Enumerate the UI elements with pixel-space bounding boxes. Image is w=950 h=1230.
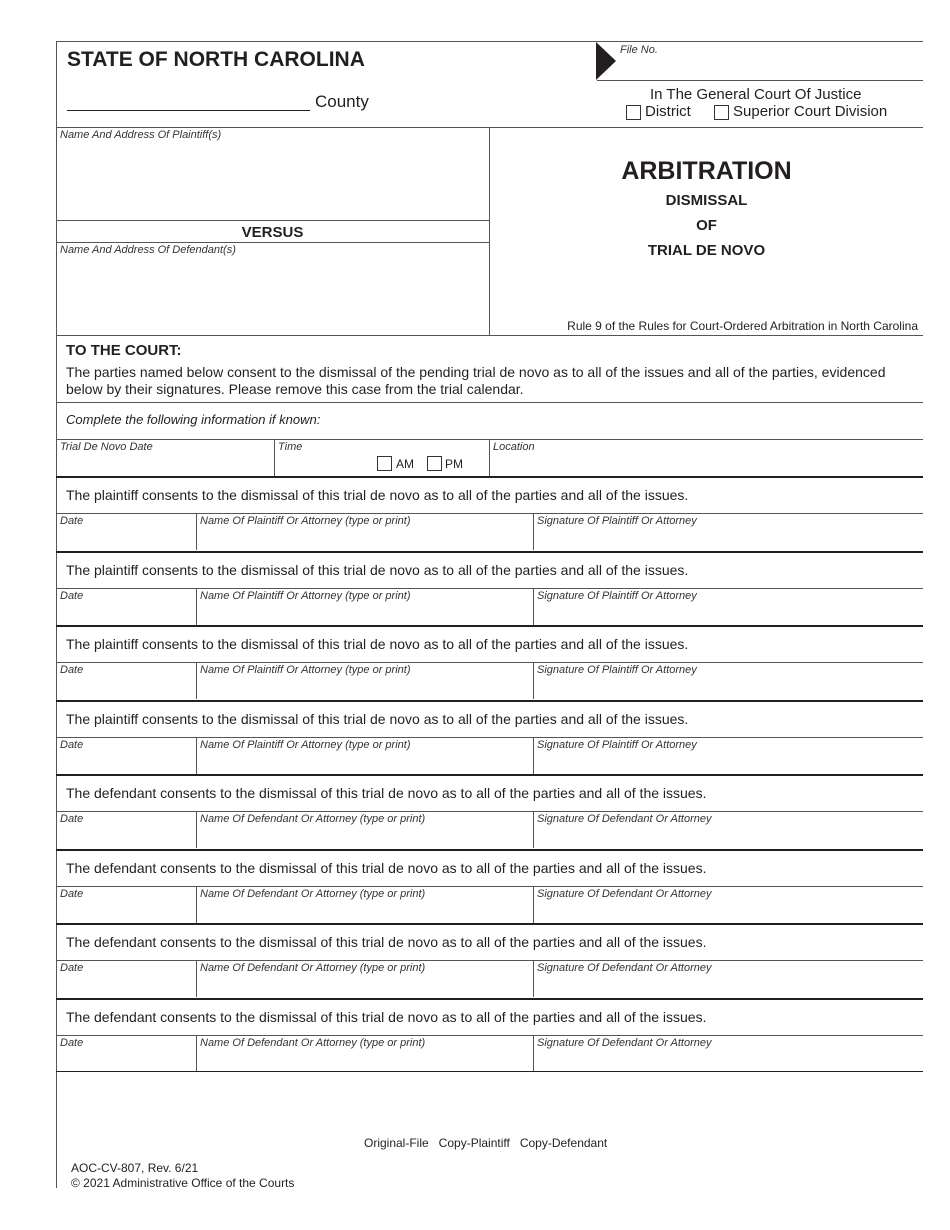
consent-date-input[interactable] [60, 828, 194, 848]
trial-location-input[interactable] [493, 456, 917, 476]
consent-fields-top-border [56, 811, 923, 812]
consent-name-label: Name Of Defendant Or Attorney (type or print) [200, 962, 426, 974]
consent-signature-field[interactable] [537, 903, 917, 921]
consent-date-label: Date [60, 888, 84, 900]
county-label: County [315, 92, 369, 111]
consent-list-bottom-border [56, 1071, 923, 1072]
consent-block-top-border [56, 476, 923, 478]
consent-name-input[interactable] [200, 828, 532, 848]
consent-block-top-border [56, 774, 923, 776]
court-section-bottom-border [56, 402, 923, 403]
trial-date-divider [274, 439, 275, 476]
consent-signature-field[interactable] [537, 605, 917, 623]
consent-name-input[interactable] [200, 903, 532, 923]
form-top-border [56, 41, 597, 42]
consent-fields-top-border [56, 513, 923, 514]
consent-signature-field[interactable] [537, 828, 917, 846]
defendant-name-address-input[interactable] [60, 260, 489, 334]
consent-fields-top-border [56, 886, 923, 887]
trial-time-divider [489, 439, 490, 476]
superior-court-label: Superior Court Division [733, 103, 888, 120]
consent-signature-label: Signature Of Defendant Or Attorney [537, 1037, 712, 1049]
trial-date-label: Trial De Novo Date [60, 441, 153, 453]
versus-label: VERSUS [241, 224, 304, 241]
consent-date-divider [196, 886, 197, 923]
consent-name-label: Name Of Plaintiff Or Attorney (type or print) [200, 515, 411, 527]
copyright-notice: © 2021 Administrative Office of the Courts [71, 1176, 295, 1190]
consent-statement: The defendant consents to the dismissal of this trial de novo as to all of the parties and all of the issues. [66, 934, 707, 950]
distribution-note: Original-File Copy-Plaintiff Copy-Defendant [364, 1136, 608, 1150]
consent-block-top-border [56, 998, 923, 1000]
consent-name-label: Name Of Defendant Or Attorney (type or print) [200, 813, 426, 825]
consent-signature-label: Signature Of Plaintiff Or Attorney [537, 664, 697, 676]
consent-statement: The defendant consents to the dismissal of this trial de novo as to all of the parties and all of the issues. [66, 1009, 707, 1025]
consent-signature-label: Signature Of Plaintiff Or Attorney [537, 590, 697, 602]
consent-name-label: Name Of Plaintiff Or Attorney (type or print) [200, 664, 411, 676]
consent-date-label: Date [60, 664, 84, 676]
am-label: AM [396, 457, 414, 471]
consent-statement: The plaintiff consents to the dismissal of this trial de novo as to all of the parties and all of the issues. [66, 487, 689, 503]
consent-name-label: Name Of Plaintiff Or Attorney (type or print) [200, 739, 411, 751]
consent-date-input[interactable] [60, 679, 194, 699]
trial-time-input[interactable] [278, 456, 374, 476]
pm-label: PM [445, 457, 463, 471]
consent-name-divider [533, 513, 534, 550]
consent-date-divider [196, 960, 197, 997]
consent-name-input[interactable] [200, 679, 532, 699]
file-no-top-border [597, 41, 923, 42]
consent-name-input[interactable] [200, 977, 532, 997]
consent-date-label: Date [60, 739, 84, 751]
consent-name-divider [533, 737, 534, 774]
file-no-bottom-border [597, 80, 923, 81]
consent-statement: The defendant consents to the dismissal of this trial de novo as to all of the parties and all of the issues. [66, 785, 707, 801]
consent-fields-top-border [56, 662, 923, 663]
consent-block-top-border [56, 849, 923, 851]
consent-date-input[interactable] [60, 903, 194, 923]
pm-checkbox[interactable] [427, 456, 442, 471]
court-body-line-2: below by their signatures. Please remove this case from the trial calendar. [66, 381, 524, 397]
consent-statement: The plaintiff consents to the dismissal of this trial de novo as to all of the parties and all of the issues. [66, 636, 689, 652]
consent-block-top-border [56, 551, 923, 553]
consent-name-divider [533, 1035, 534, 1072]
consent-name-label: Name Of Defendant Or Attorney (type or print) [200, 888, 426, 900]
consent-date-divider [196, 513, 197, 550]
consent-signature-label: Signature Of Defendant Or Attorney [537, 813, 712, 825]
consent-date-input[interactable] [60, 977, 194, 997]
rule-reference: Rule 9 of the Rules for Court-Ordered Arbitration in North Carolina [567, 319, 918, 333]
consent-statement: The plaintiff consents to the dismissal of this trial de novo as to all of the parties and all of the issues. [66, 711, 689, 727]
plaintiff-name-address-input[interactable] [60, 145, 489, 219]
to-the-court-heading: TO THE COURT: [66, 342, 182, 359]
consent-signature-field[interactable] [537, 679, 917, 697]
file-no-label: File No. [620, 44, 658, 56]
form-subtitle-trial-de-novo: TRIAL DE NOVO [647, 242, 766, 259]
consent-name-divider [533, 662, 534, 699]
consent-statement: The defendant consents to the dismissal of this trial de novo as to all of the parties and all of the issues. [66, 860, 707, 876]
consent-signature-field[interactable] [537, 530, 917, 548]
consent-date-divider [196, 662, 197, 699]
consent-signature-label: Signature Of Defendant Or Attorney [537, 962, 712, 974]
form-number: AOC-CV-807, Rev. 6/21 [71, 1161, 199, 1175]
consent-signature-label: Signature Of Plaintiff Or Attorney [537, 515, 697, 527]
consent-name-divider [533, 960, 534, 997]
consent-block-top-border [56, 700, 923, 702]
consent-name-divider [533, 811, 534, 848]
consent-date-label: Date [60, 515, 84, 527]
file-no-arrow-icon [596, 42, 618, 80]
trial-date-input[interactable] [60, 456, 274, 476]
defendant-label: Name And Address Of Defendant(s) [60, 244, 236, 256]
consent-fields-top-border [56, 737, 923, 738]
consent-name-input[interactable] [200, 605, 532, 625]
consent-date-divider [196, 737, 197, 774]
county-input[interactable] [67, 90, 314, 110]
superior-court-checkbox[interactable] [714, 105, 729, 120]
parties-bottom-border [56, 335, 923, 336]
consent-date-input[interactable] [60, 605, 194, 625]
consent-signature-label: Signature Of Defendant Or Attorney [537, 888, 712, 900]
trial-location-label: Location [493, 441, 535, 453]
consent-date-input[interactable] [60, 1052, 194, 1072]
consent-block-top-border [56, 923, 923, 925]
trial-time-label: Time [278, 441, 303, 453]
consent-block-top-border [56, 625, 923, 627]
consent-date-input[interactable] [60, 530, 194, 550]
court-body-line-1: The parties named below consent to the dismissal of the pending trial de novo as to all of the issues and all of the parties, evidenced [66, 364, 886, 380]
consent-name-input[interactable] [200, 530, 532, 550]
consent-date-label: Date [60, 813, 84, 825]
plaintiff-label: Name And Address Of Plaintiff(s) [60, 129, 222, 141]
consent-fields-top-border [56, 588, 923, 589]
consent-signature-field[interactable] [537, 1052, 917, 1070]
consent-fields-top-border [56, 1035, 923, 1036]
consent-signature-label: Signature Of Plaintiff Or Attorney [537, 739, 697, 751]
form-title: ARBITRATION [621, 157, 792, 185]
versus-bottom-border [56, 242, 489, 243]
consent-signature-field[interactable] [537, 977, 917, 995]
consent-name-input[interactable] [200, 754, 532, 774]
consent-name-label: Name Of Defendant Or Attorney (type or print) [200, 1037, 426, 1049]
form-left-border [56, 41, 57, 1188]
consent-name-divider [533, 886, 534, 923]
consent-date-divider [196, 588, 197, 625]
consent-name-divider [533, 588, 534, 625]
am-checkbox[interactable] [377, 456, 392, 471]
consent-name-input[interactable] [200, 1052, 532, 1072]
plaintiff-bottom-border [56, 220, 489, 221]
consent-date-label: Date [60, 962, 84, 974]
file-no-input[interactable] [640, 58, 914, 78]
consent-signature-field[interactable] [537, 754, 917, 772]
county-underline [67, 110, 310, 111]
consent-fields-top-border [56, 960, 923, 961]
complete-info-note: Complete the following information if known: [66, 412, 321, 427]
state-title: STATE OF NORTH CAROLINA [67, 48, 365, 71]
consent-date-label: Date [60, 1037, 84, 1049]
consent-date-divider [196, 1035, 197, 1072]
consent-date-divider [196, 811, 197, 848]
district-checkbox[interactable] [626, 105, 641, 120]
consent-date-label: Date [60, 590, 84, 602]
district-label: District [645, 103, 691, 120]
court-name: In The General Court Of Justice [650, 86, 862, 103]
consent-statement: The plaintiff consents to the dismissal of this trial de novo as to all of the parties and all of the issues. [66, 562, 689, 578]
form-subtitle-dismissal: DISMISSAL [665, 192, 748, 209]
form-subtitle-of: OF [696, 217, 717, 234]
consent-name-label: Name Of Plaintiff Or Attorney (type or print) [200, 590, 411, 602]
consent-date-input[interactable] [60, 754, 194, 774]
